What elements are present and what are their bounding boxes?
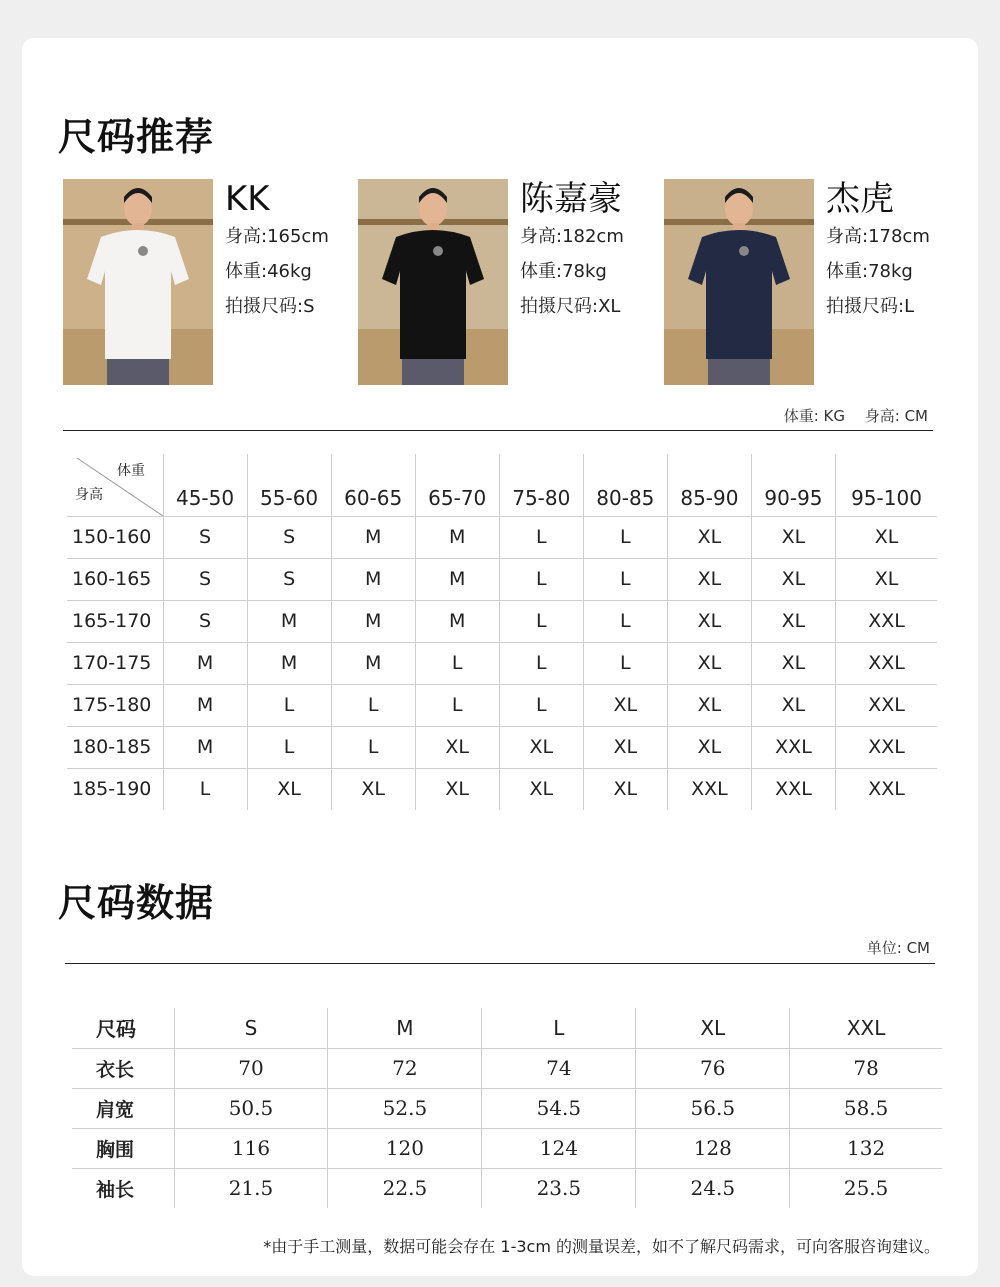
size-cell: XL xyxy=(583,684,667,726)
size-cell: XXL xyxy=(751,726,835,768)
size-recommend-table xyxy=(67,454,937,810)
size-cell: XL xyxy=(667,642,751,684)
size-cell: XL xyxy=(499,768,583,810)
size-cell: S xyxy=(163,516,247,558)
size-cell: XL xyxy=(667,600,751,642)
measurement-value-cell: 22.5 xyxy=(328,1168,482,1208)
size-cell: L xyxy=(583,516,667,558)
size-cell: XL xyxy=(583,768,667,810)
size-cell: XL xyxy=(751,516,835,558)
measurement-value-cell: 56.5 xyxy=(636,1088,790,1128)
size-cell: L xyxy=(499,600,583,642)
measurement-value-cell: 58.5 xyxy=(790,1088,942,1128)
size-cell: S xyxy=(163,558,247,600)
model-weight: 体重:46kg xyxy=(225,261,312,282)
measurement-value-cell: 132 xyxy=(790,1128,942,1168)
model-weight: 体重:78kg xyxy=(520,261,607,282)
weight-range-header: 60-65 xyxy=(331,454,415,516)
size-cell: L xyxy=(499,516,583,558)
size-cell: XL xyxy=(667,558,751,600)
table-header-row xyxy=(72,1008,942,1048)
table-row xyxy=(72,1048,942,1088)
table-row xyxy=(72,1088,942,1128)
measurement-label-cell: 胸围 xyxy=(72,1128,174,1168)
measurement-value-cell: 70 xyxy=(174,1048,328,1088)
model-name: KK xyxy=(225,179,270,219)
size-cell: M xyxy=(415,558,499,600)
corner-weight-label: 体重 xyxy=(117,463,145,479)
size-cell: L xyxy=(415,684,499,726)
weight-range-header: 75-80 xyxy=(499,454,583,516)
size-cell: XL xyxy=(415,768,499,810)
model-height: 身高:182cm xyxy=(520,226,624,247)
size-header-cell: XL xyxy=(636,1008,790,1048)
divider xyxy=(63,430,933,431)
size-header-cell: XXL xyxy=(790,1008,942,1048)
size-cell: XL xyxy=(751,684,835,726)
height-range-cell: 160-165 xyxy=(67,558,163,600)
measurement-value-cell: 72 xyxy=(328,1048,482,1088)
weight-range-header: 95-100 xyxy=(836,454,938,516)
table-row xyxy=(67,768,937,810)
measurement-value-cell: 76 xyxy=(636,1048,790,1088)
size-cell: XL xyxy=(836,516,938,558)
measurement-value-cell: 50.5 xyxy=(174,1088,328,1128)
size-cell: XXL xyxy=(751,768,835,810)
measurement-label-cell: 衣长 xyxy=(72,1048,174,1088)
height-range-cell: 175-180 xyxy=(67,684,163,726)
size-header-cell: M xyxy=(328,1008,482,1048)
height-range-cell: 150-160 xyxy=(67,516,163,558)
model-shoot-size: 拍摄尺码:XL xyxy=(520,296,621,317)
size-cell: XXL xyxy=(836,600,938,642)
table-row xyxy=(67,726,937,768)
size-cell: L xyxy=(247,684,331,726)
model-weight: 体重:78kg xyxy=(826,261,913,282)
size-cell: M xyxy=(331,642,415,684)
table-row xyxy=(67,684,937,726)
size-cell: XL xyxy=(667,726,751,768)
model-shoot-size: 拍摄尺码:S xyxy=(225,296,315,317)
model-figure xyxy=(358,179,508,385)
size-cell: L xyxy=(499,558,583,600)
model-photo xyxy=(664,179,814,385)
measurement-value-cell: 124 xyxy=(482,1128,636,1168)
measurement-value-cell: 24.5 xyxy=(636,1168,790,1208)
size-label-cell: 尺码 xyxy=(96,1017,136,1042)
measurement-value-cell: 25.5 xyxy=(790,1168,942,1208)
measurement-value-cell: 120 xyxy=(328,1128,482,1168)
measurement-value-cell: 128 xyxy=(636,1128,790,1168)
size-cell: XL xyxy=(751,600,835,642)
measurement-value-cell: 116 xyxy=(174,1128,328,1168)
size-data-table xyxy=(72,1008,942,1208)
weight-range-header: 85-90 xyxy=(667,454,751,516)
size-cell: XXL xyxy=(667,768,751,810)
size-cell: L xyxy=(499,684,583,726)
size-data-title: 尺码数据 xyxy=(58,881,215,925)
size-cell: M xyxy=(247,642,331,684)
size-cell: L xyxy=(583,558,667,600)
measurement-value-cell: 54.5 xyxy=(482,1088,636,1128)
weight-range-header: 80-85 xyxy=(583,454,667,516)
table-row xyxy=(67,642,937,684)
size-cell: M xyxy=(331,600,415,642)
size-cell: S xyxy=(247,516,331,558)
size-header-cell: S xyxy=(174,1008,328,1048)
size-cell: XXL xyxy=(836,684,938,726)
height-range-cell: 185-190 xyxy=(67,768,163,810)
size-header-cell: L xyxy=(482,1008,636,1048)
table-row xyxy=(72,1168,942,1208)
size-cell: L xyxy=(247,726,331,768)
weight-range-header: 65-70 xyxy=(415,454,499,516)
table-row xyxy=(72,1128,942,1168)
model-height: 身高:165cm xyxy=(225,226,329,247)
size-cell: L xyxy=(499,642,583,684)
size-cell: XL xyxy=(667,684,751,726)
measurement-value-cell: 23.5 xyxy=(482,1168,636,1208)
model-photo xyxy=(358,179,508,385)
model-photo xyxy=(63,179,213,385)
size-cell: XXL xyxy=(836,768,938,810)
measurement-label-cell: 袖长 xyxy=(72,1168,174,1208)
model-figure xyxy=(63,179,213,385)
table-row xyxy=(67,558,937,600)
measurement-label-cell: 肩宽 xyxy=(72,1088,174,1128)
size-recommend-title: 尺码推荐 xyxy=(58,115,215,159)
size-cell: L xyxy=(331,726,415,768)
model-height: 身高:178cm xyxy=(826,226,930,247)
size-cell: XL xyxy=(583,726,667,768)
model-shoot-size: 拍摄尺码:L xyxy=(826,296,915,317)
measurement-value-cell: 52.5 xyxy=(328,1088,482,1128)
size-cell: M xyxy=(247,600,331,642)
measurement-value-cell: 78 xyxy=(790,1048,942,1088)
size-cell: L xyxy=(583,642,667,684)
divider xyxy=(65,963,935,964)
size-cell: XXL xyxy=(836,726,938,768)
size-cell: M xyxy=(163,726,247,768)
size-cell: XXL xyxy=(836,642,938,684)
measurement-footnote: *由于手工测量，数据可能会存在 1-3cm 的测量误差，如不了解尺码需求，可向客服咨询建议。 xyxy=(263,1237,940,1256)
size-cell: S xyxy=(247,558,331,600)
size-cell: M xyxy=(415,600,499,642)
rec-unit-note: 体重: KG 身高: CM xyxy=(783,407,928,425)
size-cell: L xyxy=(331,684,415,726)
size-cell: L xyxy=(415,642,499,684)
size-cell: XL xyxy=(247,768,331,810)
height-range-cell: 170-175 xyxy=(67,642,163,684)
height-range-cell: 165-170 xyxy=(67,600,163,642)
height-range-cell: 180-185 xyxy=(67,726,163,768)
measurement-value-cell: 74 xyxy=(482,1048,636,1088)
weight-range-header: 55-60 xyxy=(247,454,331,516)
weight-range-header: 45-50 xyxy=(163,454,247,516)
model-name: 陈嘉豪 xyxy=(520,179,622,219)
size-cell: XL xyxy=(415,726,499,768)
model-name: 杰虎 xyxy=(826,179,894,219)
size-cell: XL xyxy=(667,516,751,558)
table-corner-cell xyxy=(67,454,163,516)
size-cell: XL xyxy=(499,726,583,768)
table-row xyxy=(67,600,937,642)
size-cell: M xyxy=(163,684,247,726)
size-cell: XL xyxy=(751,642,835,684)
size-cell: XL xyxy=(331,768,415,810)
corner-height-label: 身高 xyxy=(75,487,103,503)
size-cell: L xyxy=(163,768,247,810)
table-row xyxy=(67,516,937,558)
size-cell: M xyxy=(331,516,415,558)
size-cell: M xyxy=(415,516,499,558)
size-cell: M xyxy=(331,558,415,600)
weight-range-header: 90-95 xyxy=(751,454,835,516)
size-cell: M xyxy=(163,642,247,684)
size-cell: L xyxy=(583,600,667,642)
data-unit-note: 单位: CM xyxy=(866,939,930,957)
model-figure xyxy=(664,179,814,385)
measurement-value-cell: 21.5 xyxy=(174,1168,328,1208)
size-cell: S xyxy=(163,600,247,642)
size-cell: XL xyxy=(751,558,835,600)
size-cell: XL xyxy=(836,558,938,600)
